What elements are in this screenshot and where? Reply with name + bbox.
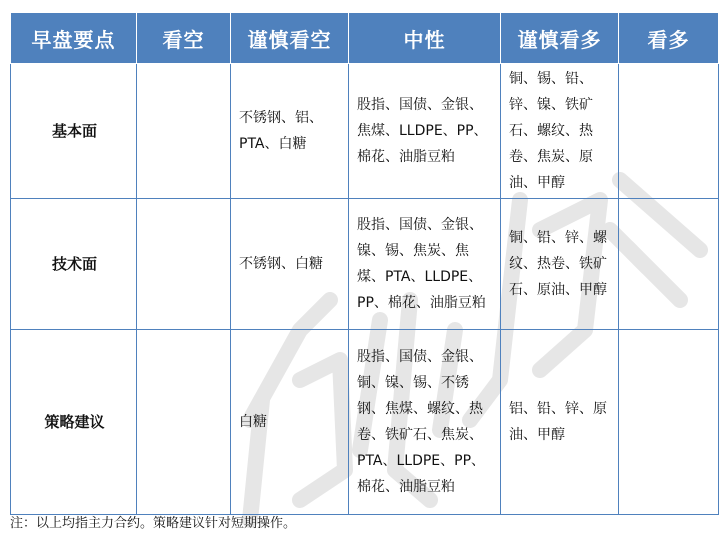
footnote: 注：以上均指主力合约。策略建议针对短期操作。 (10, 516, 297, 531)
cell-bullish (619, 330, 719, 515)
table-row (11, 64, 719, 199)
header-cell-cautious-bullish: 谨慎看多 (501, 13, 619, 64)
header-cell-key-points: 早盘要点 (11, 13, 137, 64)
market-outlook-table (10, 12, 719, 515)
table-row (11, 330, 719, 515)
cell-bearish (137, 330, 231, 515)
cell-bullish (619, 64, 719, 199)
table-row (11, 199, 719, 330)
cell-cautious-bearish: 不锈钢、铝、PTA、白糖 (231, 64, 349, 199)
row-label-technicals: 技术面 (11, 199, 137, 330)
cell-bearish (137, 199, 231, 330)
header-cell-neutral: 中性 (349, 13, 501, 64)
cell-bearish (137, 64, 231, 199)
cell-cautious-bullish: 铜、锡、铅、锌、镍、铁矿石、螺纹、热卷、焦炭、原油、甲醇 (501, 64, 619, 199)
cell-cautious-bearish: 不锈钢、白糖 (231, 199, 349, 330)
header-row (11, 13, 719, 64)
row-label-strategy: 策略建议 (11, 330, 137, 515)
cell-neutral: 股指、国债、金银、铜、镍、锡、不锈钢、焦煤、螺纹、热卷、铁矿石、焦炭、PTA、LLDPE、PP、棉花、油脂豆粕 (349, 330, 501, 515)
header-cell-cautious-bearish: 谨慎看空 (231, 13, 349, 64)
cell-cautious-bearish: 白糖 (231, 330, 349, 515)
cell-cautious-bullish: 铝、铅、锌、原油、甲醇 (501, 330, 619, 515)
header-cell-bearish: 看空 (137, 13, 231, 64)
header-cell-bullish: 看多 (619, 13, 719, 64)
cell-bullish (619, 199, 719, 330)
cell-neutral: 股指、国债、金银、焦煤、LLDPE、PP、棉花、油脂豆粕 (349, 64, 501, 199)
cell-neutral: 股指、国债、金银、镍、锡、焦炭、焦煤、PTA、LLDPE、PP、棉花、油脂豆粕 (349, 199, 501, 330)
cell-cautious-bullish: 铜、铅、锌、螺纹、热卷、铁矿石、原油、甲醇 (501, 199, 619, 330)
row-label-fundamentals: 基本面 (11, 64, 137, 199)
